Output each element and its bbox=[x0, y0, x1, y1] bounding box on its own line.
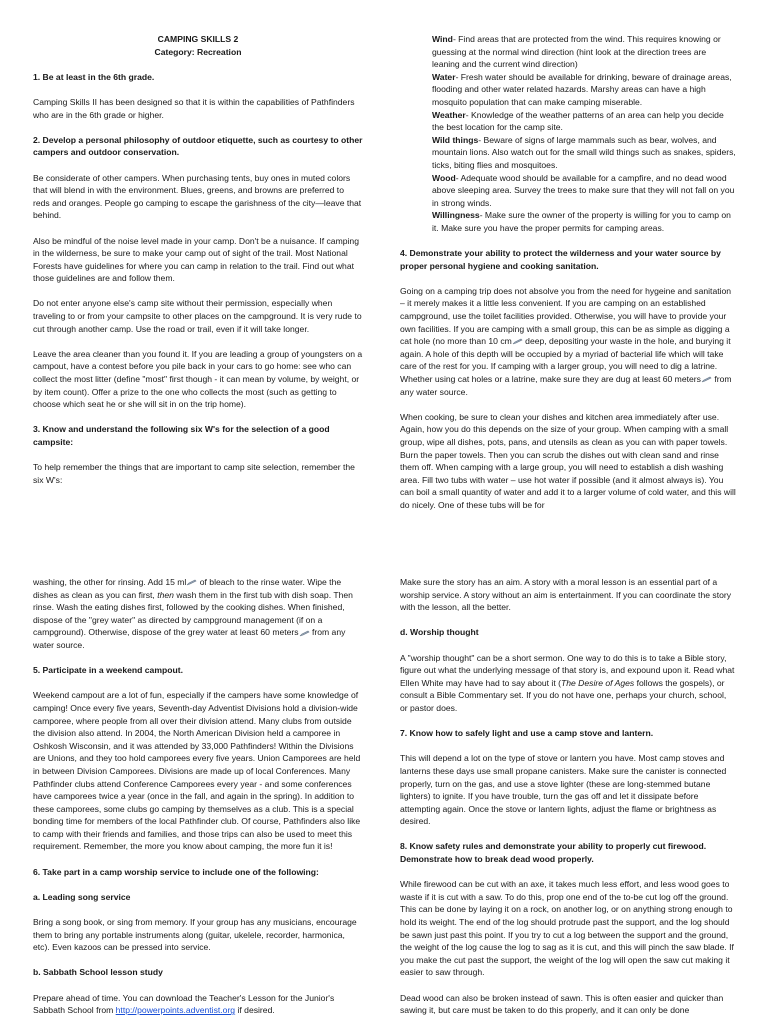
requirement-4-heading: 4. Demonstrate your ability to protect the wilderness and your water source by proper personal hygiene and cooking sanitation. bbox=[400, 248, 721, 271]
requirement-6b-heading: b. Sabbath School lesson study bbox=[33, 967, 163, 978]
requirement-7-heading: 7. Know how to safely light and use a camp stove and lantern. bbox=[400, 728, 654, 739]
paragraph: This will depend a lot on the type of stove or lantern you have. Most camp stoves and lanterns these days use small propane canisters. Make sure the canister is connected properly, turn on the gas, and use a stove lighter (these are long-stemmed butane lighters) to ignite. If you have trouble, turn the gas off and let it dissipate before attempting again. Once the stove or lantern lights, adjust the flame or brightness as desired. bbox=[400, 753, 727, 827]
paragraph: To help remember the things that are important to camp site selection, remember the six W's: bbox=[33, 462, 355, 485]
requirement-8-heading: 8. Know safety rules and demonstrate your ability to properly cut firewood. Demonstrate how to break dead wood properly. bbox=[400, 841, 707, 865]
w-item-water bbox=[432, 71, 736, 109]
requirement-6a-heading: a. Leading song service bbox=[33, 891, 131, 902]
document-category: Category: Recreation bbox=[154, 46, 242, 57]
powerpoints-link[interactable]: http://powerpoints.adventist.org bbox=[115, 1005, 236, 1016]
page2-left-column bbox=[33, 576, 363, 1022]
w-item-willingness bbox=[432, 209, 736, 234]
page1-left-column bbox=[33, 33, 363, 485]
w-description: - Beware of signs of large mammals such as bear, wolves, and mountain lions. Also watch out for the small wild things such as snakes, spiders, ticks, biting flies and mosquitoes. bbox=[432, 134, 736, 170]
requirement-6-heading: 6. Take part in a camp worship service to include one of the following: bbox=[33, 866, 319, 877]
w-term: Wild things bbox=[432, 134, 479, 145]
w-item-wind bbox=[432, 33, 736, 71]
pencil-icon[interactable] bbox=[299, 630, 310, 637]
paragraph: Make sure the story has an aim. A story with a moral lesson is an essential part of a worship service. A story without an aim is entertainment. If you can coordinate the story with the lesson, all the better. bbox=[400, 577, 732, 613]
w-item-wild-things bbox=[432, 134, 736, 172]
paragraph: Bring a song book, or sing from memory. If your group has any musicians, encourage them to bring any portable instruments along (guitar, ukelele, recorder, harmonica, etc). Even kazoos can be pressed into service. bbox=[33, 917, 357, 953]
book-title: The Desire of Ages bbox=[560, 677, 635, 688]
paragraph bbox=[33, 992, 363, 1017]
emphasis: then bbox=[157, 589, 174, 600]
pencil-icon[interactable] bbox=[512, 338, 523, 345]
text-run: A "worship thought" can be a short sermon. One way to do this is to take a Bible story, figure out what the underlying message of that story is, and expound upon it. Read what Ellen White may have had to say about it ( bbox=[400, 652, 735, 688]
w-term: Wind bbox=[432, 34, 453, 44]
requirement-2-heading: 2. Develop a personal philosophy of outdoor etiquette, such as courtesy to other campers and outdoor conservation. bbox=[33, 134, 363, 158]
text-run: from any water source. bbox=[400, 374, 732, 397]
paragraph: Be considerate of other campers. When purchasing tents, buy ones in muted colors that will blend in with the environment. Blues, greens, and browns are preferred to reds and oranges. People go camping to escape the garishness of the city—leave that behind. bbox=[33, 172, 362, 221]
page1-right-column bbox=[400, 33, 736, 510]
paragraph bbox=[33, 576, 363, 652]
paragraph bbox=[400, 285, 736, 398]
text-run: Prepare ahead of time. You can download the Teacher's Lesson for the Junior's Sabbath School from bbox=[33, 992, 335, 1016]
text-run: wash them in the first tub with dish soap. Then rinse. Wash the eating dishes first, followed by the cooking dishes. When finished, dispose of the "grey water" as directed by campground management (if on a campground). Otherwise, dispose of the grey water at least 60 meters bbox=[33, 589, 353, 638]
paragraph: When cooking, be sure to clean your dishes and kitchen area immediately after use. Again, how you do this depends on the size of your group. When camping with a small group, wipe all dishes, pots, pans, and utensils as clean as you can with paper towels. Burn the paper towels. Then you can scrub the dishes out with clean sand and rinse them off. When camping with a large group, you will need to establish a dish washing area. Fill two tubs with water – use hot water if possible (and it almost always is). You can boil a small quantity of water and add it to a larger volume of cold water, and this will do nicely. One of these tubs will be for bbox=[400, 411, 736, 510]
requirement-1-heading: 1. Be at least in the 6th grade. bbox=[33, 71, 155, 82]
w-description: - Adequate wood should be available for a campfire, and no dead wood above sleeping area. Survey the trees to make sure that they will not fall on you in strong winds. bbox=[432, 172, 735, 208]
w-term: Weather bbox=[432, 109, 466, 120]
paragraph bbox=[400, 652, 736, 715]
w-term: Wood bbox=[432, 172, 456, 183]
w-description: - Find areas that are protected from the wind. This requires knowing or guessing at the normal wind direction (hint look at the direction trees are leaning and the current wind direction) bbox=[432, 34, 721, 70]
paragraph: Dead wood can also be broken instead of sawn. This is often easier and quicker than sawing it, but care must be taken to do this properly, and it can only be done bbox=[400, 992, 724, 1016]
page2-right-column bbox=[400, 576, 736, 1022]
text-run: if desired. bbox=[235, 1005, 275, 1016]
paragraph: Weekend campout are a lot of fun, especially if the campers have some knowledge of camping! Once every five years, Seventh-day Adventist Divisions hold a division-wide camporee, where people from all over their division attend. Many clubs from outside the division also attend. In 2004, the North American Division held a camporee in Oshkosh Wisconsin, and it was attended by 33,000 Pathfinders! Within the Divisions are Unions, and they too hold camporees every five years. Union Camporees are held in between Division Camporees. Divisions are made up of local Conferences. Many Pathfinder clubs attend Conference Camporees every year - and some conferences have camporees twice a year (once in the fall, and again in the spring). In addition to these camporees, some clubs go camping by themselves as a club. This is a special bonding time for members of the local Pathfinder club. Of course, Pathfinders also like to camp with their friends and families, and those trips can also be used to meet this requirement. Remember, the more you know about camping, the more fun it is! bbox=[33, 690, 361, 852]
w-description: - Knowledge of the weather patterns of an area can help you decide the best location for the camp site. bbox=[432, 109, 724, 133]
requirement-3-heading: 3. Know and understand the following six W's for the selection of a good campsite: bbox=[33, 424, 330, 447]
w-description: - Fresh water should be available for drinking, beware of drainage areas, flooding and other water related hazards. Marshy areas can have a high mosquito population that can make camping miserable. bbox=[432, 71, 732, 107]
text-run: Going on a camping trip does not absolve you from the need for hygeine and sanitation – it merely makes it a little less convenient. If you are camping on an established campground, use the toilet facilities provided. Otherwise, you will have to provide your own facilities. If you are camping with a small group, this can be as simple as digging a cat hole (no more than 10 cm bbox=[400, 285, 732, 347]
six-ws-list bbox=[400, 33, 736, 235]
pencil-icon[interactable] bbox=[186, 579, 197, 586]
w-description: - Make sure the owner of the property is willing for you to camp on it. Make sure you have the proper permits for camping areas. bbox=[432, 210, 731, 233]
requirement-1-text: Camping Skills II has been designed so that it is within the capabilities of Pathfinders who are in the 6th grade or higher. bbox=[33, 96, 355, 120]
text-run: washing, the other for rinsing. Add 15 ml bbox=[33, 577, 187, 587]
requirement-6d-heading: d. Worship thought bbox=[400, 627, 479, 638]
w-item-weather bbox=[432, 109, 736, 134]
pencil-icon[interactable] bbox=[701, 376, 712, 383]
w-term: Willingness bbox=[432, 210, 480, 221]
document-title: CAMPING SKILLS 2 bbox=[157, 34, 239, 44]
paragraph: Also be mindful of the noise level made in your camp. Don't be a nuisance. If camping in the wilderness, be sure to make your camp out of sight of the trail. Most National Forests have guidelines for where you can camp in relation to the trail. Find out what those guidelines are and follow them. bbox=[33, 235, 359, 284]
paragraph: Do not enter anyone else's camp site without their permission, especially when traveling to or from your campsite to other places on the campground. It is very rude to cut through another camp. Use the road or trail, even if it will take longer. bbox=[33, 298, 362, 334]
text-run: deep, depositing your waste in the hole, and burying it again. A hole of this depth will be occupied by a myriad of bacterial life which will take care of the rest for you. If camping with a larger group, you will need to dig a latrine. Whether using cat holes or a latrine, make sure they are dug at least 60 meters bbox=[400, 336, 731, 385]
text-run: follows the gospels), or consult a Bible Commentary set. If you do not have one, perhaps your church, school, or pastor does. bbox=[400, 677, 727, 713]
text-run: of bleach to the rinse water. Wipe the dishes as clean as you can first, bbox=[33, 577, 342, 600]
w-item-wood bbox=[432, 172, 736, 210]
w-term: Water bbox=[432, 71, 456, 82]
text-run: from any water source. bbox=[33, 627, 346, 650]
requirement-5-heading: 5. Participate in a weekend campout. bbox=[33, 665, 183, 676]
paragraph: While firewood can be cut with an axe, it takes much less effort, and less wood goes to waste if it is cut with a saw. To do this, prop one end of the to-be cut log off the ground. This can be done by laying it on a rock, on another log, or on anything strong enough to hold its weight. The end of the log should protrude past the support, and the log should be sawn just past this point. If you try to cut a log between the support and the ground, the weight of the log cause the log to sag as it is cut, and this will pinch the saw blade. If you make the cut past the support, the weight of the log will open the saw cut making it easier to saw through. bbox=[400, 879, 734, 978]
paragraph: Leave the area cleaner than you found it. If you are leading a group of youngsters on a campout, have a contest before you pile back in your cars to go home: see who can collect the most litter (define "most" first though - it can mean by volume, by weight, or by item count). Offer a prize to the one who collects the most (such as getting to choose which seat he or she will sit in on the trip home). bbox=[33, 348, 363, 410]
